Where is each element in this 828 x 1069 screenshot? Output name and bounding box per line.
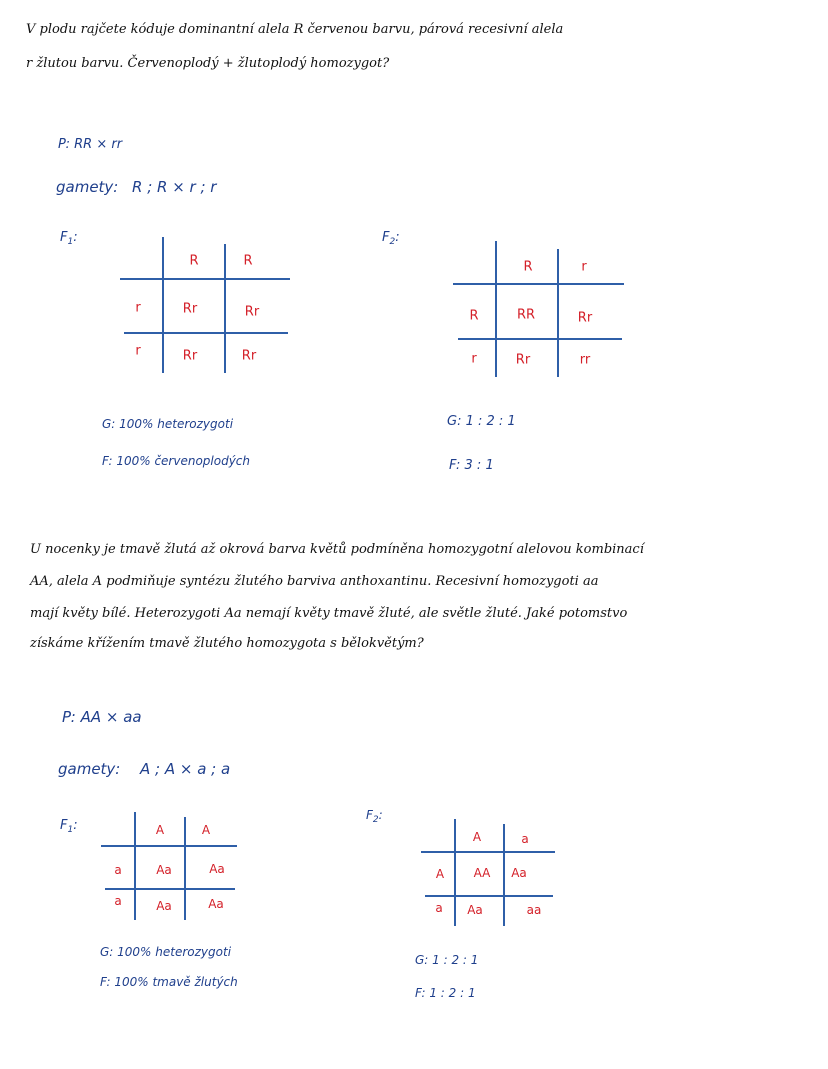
task1-f2-genotype-ratio: G: 1 : 2 : 1 bbox=[447, 414, 516, 429]
task2-f2-punnett-square bbox=[421, 819, 561, 931]
f2-colon: : bbox=[395, 230, 400, 245]
grid-line bbox=[134, 812, 136, 920]
col-header: r bbox=[581, 259, 587, 275]
task2-question-line4: získáme křížením tmavě žlutého homozygota s bělokvětým? bbox=[30, 636, 424, 651]
grid-line bbox=[453, 283, 624, 285]
genotype-cell: Rr bbox=[244, 304, 260, 320]
task2-gametes-label: gamety: bbox=[58, 760, 121, 778]
grid-line bbox=[454, 819, 456, 926]
task1-f2-label bbox=[382, 230, 400, 247]
grid-line bbox=[224, 244, 226, 373]
task2-f2-genotype-ratio: G: 1 : 2 : 1 bbox=[415, 953, 479, 967]
task2-f2-label bbox=[366, 808, 383, 825]
grid-line bbox=[421, 851, 555, 853]
task2-gametes: A ; A × a ; a bbox=[140, 760, 231, 778]
col-header: R bbox=[243, 253, 253, 269]
task1-f1-genotype-ratio: G: 100% heterozygoti bbox=[102, 417, 234, 431]
genotype-cell: Aa bbox=[156, 899, 172, 913]
task1-question-line2: r žlutou barvu. Červenoplodý + žlutoplodý homozygot? bbox=[26, 56, 390, 71]
grid-line bbox=[162, 237, 164, 373]
task1-f1-punnett-square bbox=[118, 237, 293, 377]
grid-line bbox=[120, 278, 290, 280]
row-header: R bbox=[469, 308, 479, 324]
genotype-cell: aa bbox=[526, 903, 542, 917]
col-header: A bbox=[472, 830, 482, 844]
f1-subscript: 1 bbox=[67, 825, 74, 835]
task1-question-line1: V plodu rajčete kóduje dominantní alela R červenou barvu, párová recesivní alela bbox=[26, 22, 564, 37]
f1-colon: : bbox=[73, 818, 78, 833]
f1-letter: F bbox=[60, 230, 68, 245]
f1-colon: : bbox=[73, 230, 78, 245]
row-header: r bbox=[135, 343, 141, 359]
task2-question-line3: mají květy bílé. Heterozygoti Aa nemají květy tmavě žluté, ale světle žluté. Jaké potomstvo bbox=[30, 606, 628, 621]
f2-colon: : bbox=[378, 808, 383, 822]
task1-f2-phenotype-ratio: F: 3 : 1 bbox=[449, 458, 494, 473]
task2-f1-label bbox=[60, 818, 78, 835]
grid-line bbox=[105, 888, 235, 890]
grid-line bbox=[458, 338, 622, 340]
genotype-cell: Aa bbox=[156, 863, 172, 877]
grid-line bbox=[124, 332, 288, 334]
grid-line bbox=[557, 249, 559, 377]
task2-f1-phenotype-ratio: F: 100% tmavě žlutých bbox=[100, 975, 238, 989]
task1-f1-phenotype-ratio: F: 100% červenoplodých bbox=[102, 454, 251, 468]
grid-line bbox=[184, 817, 186, 920]
task1-f1-label bbox=[60, 230, 78, 247]
genotype-cell: Rr bbox=[182, 348, 198, 364]
genotype-cell: Aa bbox=[511, 866, 527, 880]
genotype-cell: Rr bbox=[515, 352, 531, 368]
row-header: a bbox=[114, 894, 122, 908]
genotype-cell: Rr bbox=[577, 310, 593, 326]
task2-f2-phenotype-ratio: F: 1 : 2 : 1 bbox=[415, 986, 476, 1000]
genotype-cell: Aa bbox=[208, 897, 224, 911]
f2-letter: F bbox=[382, 230, 390, 245]
task2-question-line2: AA, alela A podmiňuje syntézu žlutého barviva anthoxantinu. Recesivní homozygoti aa bbox=[30, 574, 599, 589]
row-header: r bbox=[471, 351, 477, 367]
task1-gametes-label: gamety: bbox=[56, 178, 119, 196]
genotype-cell: Rr bbox=[241, 348, 257, 364]
task1-parents: P: RR × rr bbox=[58, 137, 123, 152]
col-header: A bbox=[155, 823, 165, 837]
f1-letter: F bbox=[60, 818, 68, 833]
task2-f1-genotype-ratio: G: 100% heterozygoti bbox=[100, 945, 232, 959]
grid-line bbox=[101, 845, 237, 847]
f2-subscript: 2 bbox=[372, 815, 379, 825]
f2-letter: F bbox=[366, 808, 373, 822]
row-header: r bbox=[135, 300, 141, 316]
genotype-cell: Aa bbox=[209, 862, 225, 876]
row-header: a bbox=[114, 863, 122, 877]
genotype-cell: Aa bbox=[467, 903, 483, 917]
genotype-cell: AA bbox=[473, 866, 491, 880]
f2-subscript: 2 bbox=[389, 237, 396, 247]
grid-line bbox=[425, 895, 553, 897]
genotype-cell: rr bbox=[579, 352, 591, 368]
grid-line bbox=[495, 241, 497, 377]
genotype-cell: RR bbox=[516, 307, 536, 323]
grid-line bbox=[503, 824, 505, 926]
col-header: A bbox=[201, 823, 211, 837]
f1-subscript: 1 bbox=[67, 237, 74, 247]
genotype-cell: Rr bbox=[182, 301, 198, 317]
task2-parents: P: AA × aa bbox=[62, 708, 142, 726]
col-header: R bbox=[189, 253, 199, 269]
task2-question-line1: U nocenky je tmavě žlutá až okrová barva květů podmíněna homozygotní alelovou kombinací bbox=[30, 542, 644, 557]
col-header: R bbox=[523, 259, 533, 275]
row-header: A bbox=[435, 867, 445, 881]
col-header: a bbox=[521, 832, 529, 846]
row-header: a bbox=[435, 901, 443, 915]
task1-gametes: R ; R × r ; r bbox=[132, 178, 217, 196]
task2-f1-punnett-square bbox=[100, 812, 240, 924]
task1-f2-punnett-square bbox=[452, 241, 627, 381]
